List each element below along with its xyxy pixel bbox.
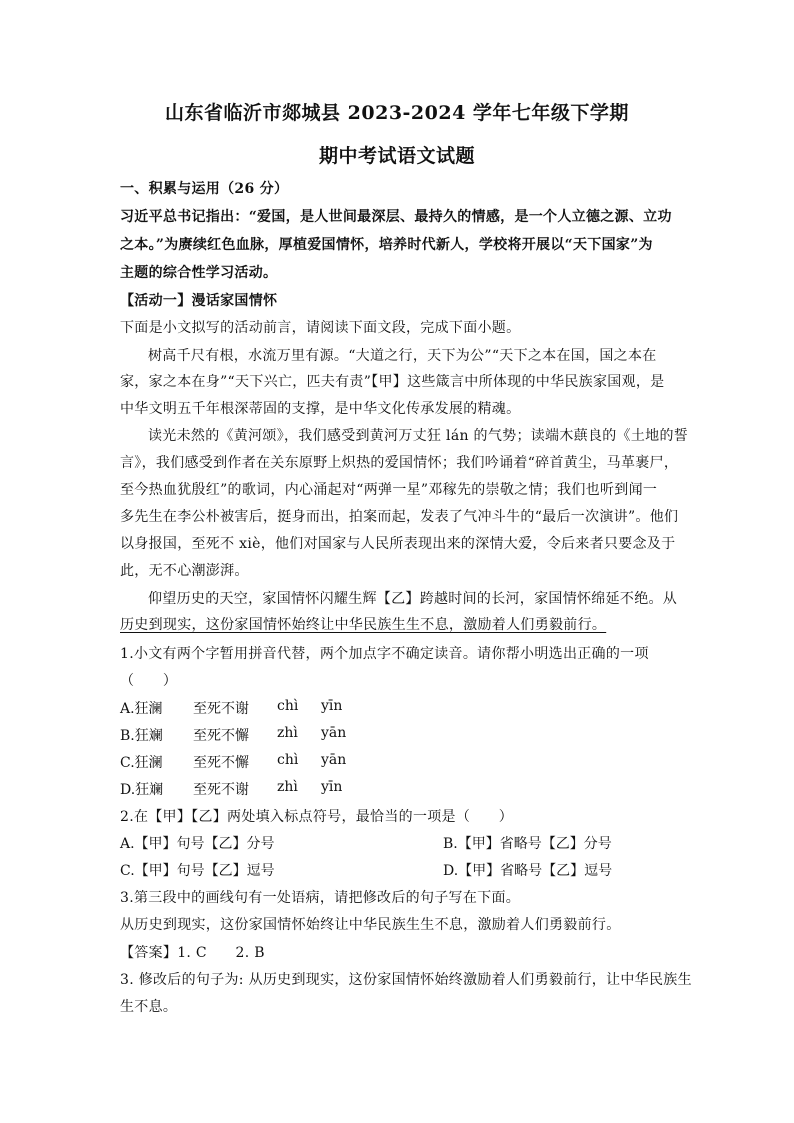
activity-heading: 【活动一】漫话家国情怀 xyxy=(120,293,278,309)
passage-line-9: 此，无不心潮澎湃。 xyxy=(120,563,249,579)
passage-line-4: 读光未然的《黄河颂》，我们感受到黄河万丈狂 lán 的气势；读端木蕻良的《土地的誓 xyxy=(148,428,689,444)
q1-option-word: 至死不懈 xyxy=(193,728,249,744)
intro-line-3: 主题的综合性学习活动。 xyxy=(120,265,278,281)
q1-option-pinyin2: yān xyxy=(321,725,347,741)
q2-option-b: B.【甲】省略号【乙】分号 xyxy=(443,836,612,852)
exam-title-line2: 期中考试语文试题 xyxy=(318,145,475,167)
q1-option-pinyin1: chì xyxy=(277,752,299,768)
q1-option-pinyin2: yīn xyxy=(321,779,343,795)
q1-stem: 1.小文有两个字暂用拼音代替，两个加点字不确定读音。请你帮小明选出正确的一项 xyxy=(120,646,649,662)
q1-option-pinyin1: zhì xyxy=(277,725,298,741)
q3-stem: 3.第三段中的画线句有一处语病，请把修改后的句子写在下面。 xyxy=(120,890,521,906)
q3-sentence: 从历史到现实，这份家国情怀始终让中华民族生生不息，激励着人们勇毅前行。 xyxy=(120,917,621,933)
q1-option-label: C.狂澜 xyxy=(120,755,163,771)
q2-option-c: C.【甲】句号【乙】逗号 xyxy=(120,863,275,879)
q1-option-pinyin2: yān xyxy=(321,752,347,768)
q1-option-word: 至死不谢 xyxy=(193,701,249,717)
q1-answer-paren: （ ） xyxy=(120,673,178,689)
q1-option-label: D.狂斓 xyxy=(120,782,164,798)
q2-option-d: D.【甲】省略号【乙】逗号 xyxy=(443,863,613,879)
passage-line-5: 言》，我们感受到作者在关东原野上炽热的爱国情怀；我们吟诵着“碎首黄尘，马革裹尸， xyxy=(120,455,679,471)
passage-line-3: 中华文明五千年根深蒂固的支撑，是中华文化传承发展的精魂。 xyxy=(120,401,521,417)
q2-option-a: A.【甲】句号【乙】分号 xyxy=(120,836,275,852)
q1-option-pinyin1: chì xyxy=(277,698,299,714)
q1-option-pinyin1: zhì xyxy=(277,779,298,795)
intro-line-1: 习近平总书记指出：“爱国，是人世间最深层、最持久的情感，是一个人立德之源、立功 xyxy=(120,209,672,225)
instruction-text: 下面是小文拟写的活动前言，请阅读下面文段，完成下面小题。 xyxy=(120,320,521,336)
passage-line-1: 树高千尺有根，水流万里有源。“大道之行，天下为公”“天下之本在国，国之本在 xyxy=(148,348,657,364)
q1-option-pinyin2: yīn xyxy=(321,698,343,714)
q2-stem: 2.在【甲】【乙】两处填入标点符号，最恰当的一项是（ ） xyxy=(120,809,514,825)
passage-line-2: 家，家之本在身”“天下兴亡，匹夫有责”【甲】这些箴言中所体现的中华民族家国观，是 xyxy=(120,374,665,390)
q1-option-word: 至死不懈 xyxy=(193,755,249,771)
answer-explain-2: 生不息。 xyxy=(120,999,178,1015)
underlined-sentence: 历史到现实，这份家国情怀始终让中华民族生生不息，激励着人们勇毅前行。 xyxy=(120,617,607,633)
passage-line-6: 至今热血犹殷红”的歌词，内心涌起对“两弹一星”邓稼先的崇敬之情；我们也听到闻一 xyxy=(120,482,658,498)
q1-option-label: B.狂斓 xyxy=(120,728,163,744)
passage-line-8: 以身报国，至死不 xiè，他们对国家与人民所表现出来的深情大爱，令后来者只要念及于 xyxy=(120,536,676,552)
answer-line: 【答案】1. C 2. B xyxy=(120,945,265,961)
q1-option-label: A.狂澜 xyxy=(120,701,163,717)
q1-option-word: 至死不谢 xyxy=(193,782,249,798)
passage-line-7: 多先生在李公朴被害后，挺身而出，拍案而起，发表了气冲斗牛的“最后一次演讲”。他们 xyxy=(120,509,679,525)
passage-line-10: 仰望历史的天空，家国情怀闪耀生辉【乙】跨越时间的长河，家国情怀绵延不绝。从 xyxy=(148,591,678,607)
exam-title-line1: 山东省临沂市郯城县 2023-2024 学年七年级下学期 xyxy=(165,102,629,124)
answer-explain-1: 3. 修改后的句子为: 从历史到现实，这份家国情怀始终激励着人们勇毅前行，让中华民族生 xyxy=(120,972,692,988)
section-heading: 一、积累与运用（26 分） xyxy=(120,181,289,197)
intro-line-2: 之本。”为赓续红色血脉，厚植爱国情怀，培养时代新人，学校将开展以“天下国家”为 xyxy=(120,237,653,253)
